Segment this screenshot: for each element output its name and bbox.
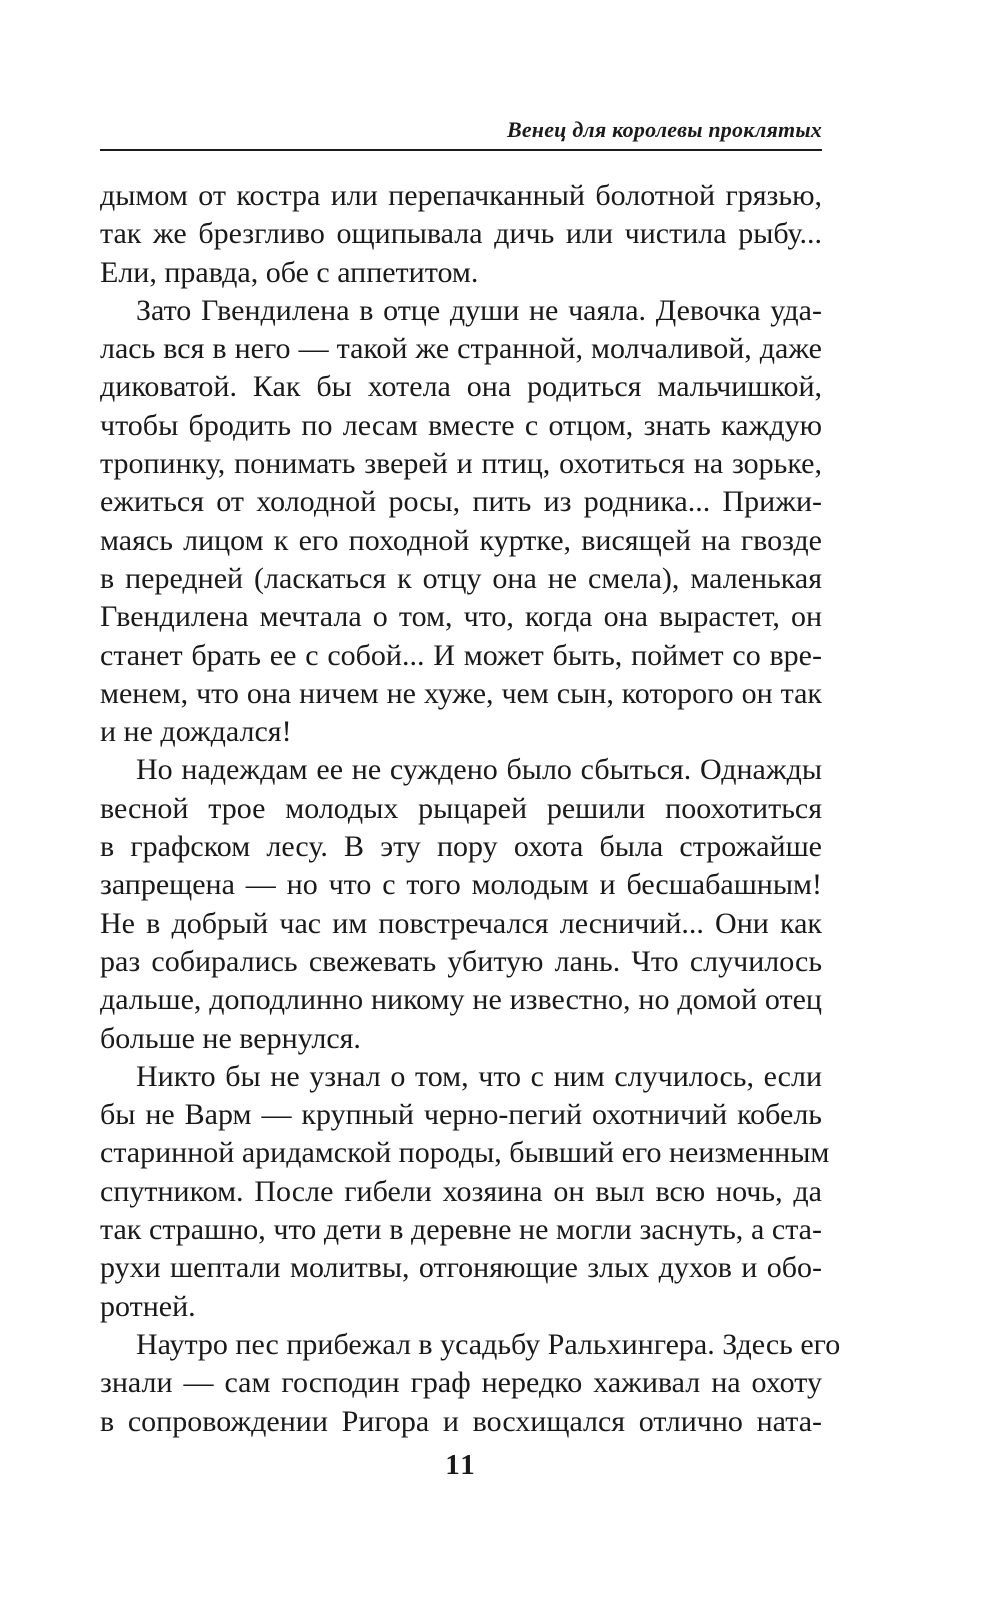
text-line: так страшно, что дети в деревне не могли заснуть, а ста- <box>100 1213 822 1247</box>
text-line: Гвендилена мечтала о том, что, когда она вырастет, он <box>100 600 822 634</box>
text-line: и не дождался! <box>100 715 292 749</box>
text-line: дальше, доподлинно никому не известно, но домой отец <box>100 983 822 1017</box>
text-line: лась вся в него — такой же странной, молчаливой, даже <box>100 332 822 366</box>
text-line: менем, что она ничем не хуже, чем сын, которого он так <box>100 676 822 710</box>
text-line: диковатой. Как бы хотела она родиться мальчишкой, <box>100 370 822 404</box>
text-line: раз собирались свежевать убитую лань. Что случилось <box>100 944 822 978</box>
text-line: чтобы бродить по лесам вместе с отцом, знать каждую <box>100 408 822 442</box>
text-line: маясь лицом к его походной куртке, висящей на гвозде <box>100 523 822 557</box>
text-line: Ели, правда, обе с аппетитом. <box>100 255 479 289</box>
text-line: знали — сам господин граф нередко хаживал на охоту <box>100 1366 822 1400</box>
text-line: ежиться от холодной росы, пить из родника... Прижи- <box>100 485 822 519</box>
text-line: больше не вернулся. <box>100 1021 361 1055</box>
text-line: бы не Варм — крупный черно-пегий охотничий кобель <box>100 1098 822 1132</box>
running-head: Венец для королевы проклятых <box>506 117 822 142</box>
page-number: 11 <box>445 1449 477 1481</box>
text-line: Наутро пес прибежал в усадьбу Ральхингера. Здесь его <box>136 1327 841 1361</box>
text-line: ротней. <box>100 1289 196 1323</box>
text-line: так же брезгливо ощипывала дичь или чистила рыбу... <box>100 217 822 251</box>
text-line: рухи шептали молитвы, отгоняющие злых духов и обо- <box>100 1251 822 1285</box>
text-line: тропинку, понимать зверей и птиц, охотиться на зорьке, <box>100 447 822 481</box>
text-line: спутником. После гибели хозяина он выл всю ночь, да <box>100 1174 822 1208</box>
text-line: в сопровождении Ригора и восхищался отлично ната- <box>100 1404 822 1438</box>
text-line: в передней (ласкаться к отцу она не смела), маленькая <box>100 561 822 595</box>
text-line: Но надеждам ее не суждено было сбыться. Однажды <box>136 753 822 787</box>
body-text <box>100 177 841 1441</box>
text-line: станет брать ее с собой... И может быть, поймет со вре- <box>100 638 822 672</box>
text-line: Никто бы не узнал о том, что с ним случилось, если <box>136 1059 822 1093</box>
text-line: дымом от костра или перепачканный болотной грязью, <box>100 179 822 212</box>
text-line: в графском лесу. В эту пору охота была строжайше <box>100 830 822 864</box>
text-line: старинной аридамской породы, бывший его неизменным <box>100 1136 830 1170</box>
text-line: Не в добрый час им повстречался лесничий... Они как <box>100 906 822 940</box>
text-line: Зато Гвендилена в отце души не чаяла. Девочка уда- <box>136 293 822 327</box>
text-line: запрещена — но что с того молодым и бесшабашным! <box>100 868 822 902</box>
text-line: весной трое молодых рыцарей решили поохотиться <box>100 791 822 825</box>
header-rule <box>100 149 822 151</box>
